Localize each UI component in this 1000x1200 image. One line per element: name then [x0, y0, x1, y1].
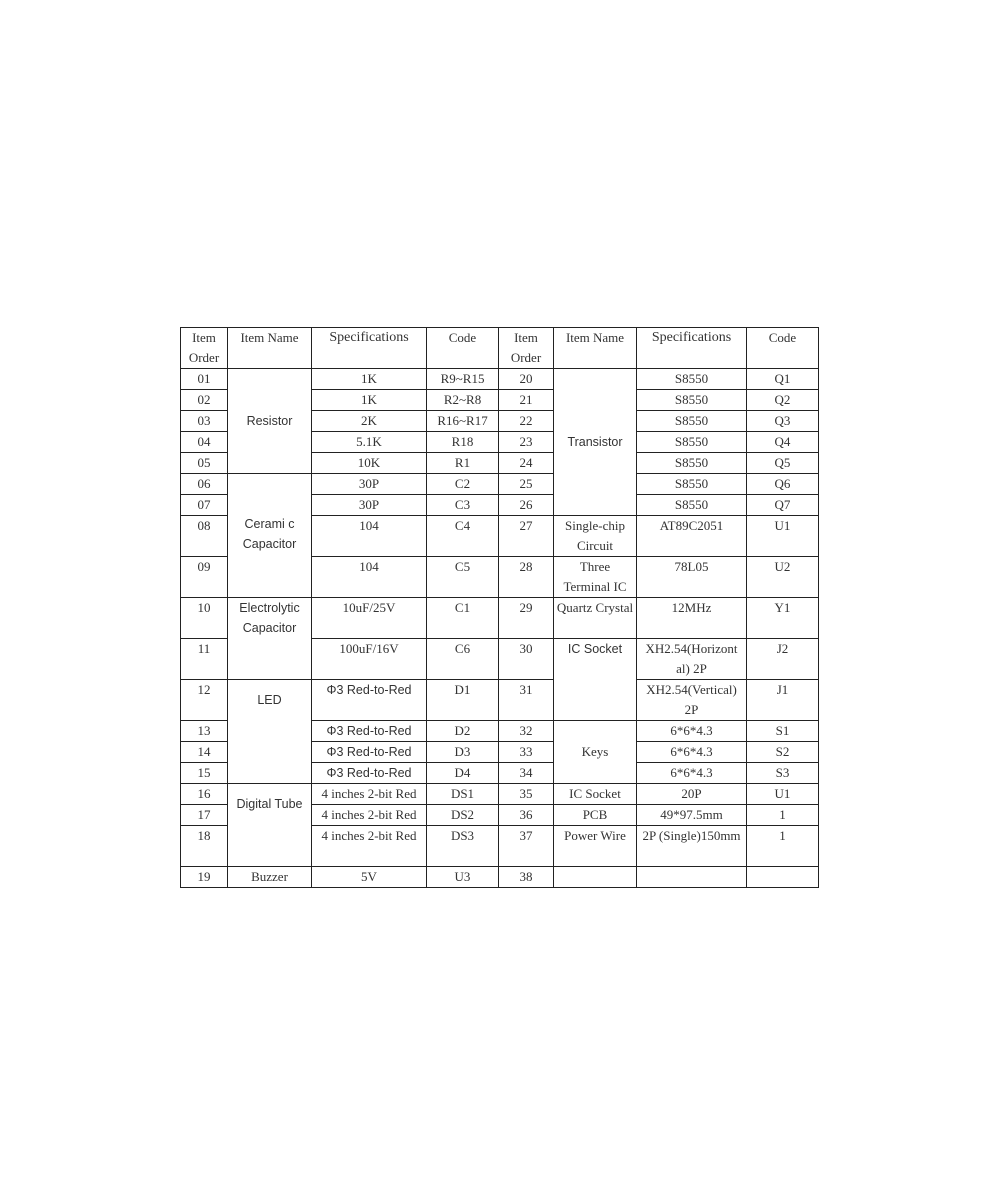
item-order-cell: 18 [181, 826, 228, 867]
item-order-cell: 26 [499, 495, 554, 516]
item-order-cell: 06 [181, 474, 228, 495]
item-order-cell: 03 [181, 411, 228, 432]
code-cell: Q7 [747, 495, 819, 516]
header-item-order-2: Item Order [499, 328, 554, 369]
code-cell: 1 [747, 826, 819, 867]
code-cell: Q6 [747, 474, 819, 495]
code-cell: D4 [427, 763, 499, 784]
spec-cell: 30P [312, 495, 427, 516]
item-order-cell: 08 [181, 516, 228, 557]
table-row [181, 598, 819, 639]
code-cell: C2 [427, 474, 499, 495]
bom-table [180, 327, 819, 888]
item-order-cell: 22 [499, 411, 554, 432]
table-row [181, 784, 819, 805]
spec-cell: Φ3 Red-to-Red [312, 742, 427, 763]
header-code-2: Code [747, 328, 819, 369]
code-cell: R1 [427, 453, 499, 474]
code-cell: S1 [747, 721, 819, 742]
item-order-cell: 31 [499, 680, 554, 721]
spec-cell: 5.1K [312, 432, 427, 453]
spec-cell: 2P (Single)150mm [637, 826, 747, 867]
table-row [181, 369, 819, 390]
code-cell: R9~R15 [427, 369, 499, 390]
spec-cell: XH2.54(Vertical) 2P [637, 680, 747, 721]
digital-tube-label: Digital Tube [236, 797, 303, 811]
header-code: Code [427, 328, 499, 369]
item-order-cell: 17 [181, 805, 228, 826]
code-cell: DS1 [427, 784, 499, 805]
item-order-cell: 32 [499, 721, 554, 742]
code-cell [747, 867, 819, 888]
item-order-cell: 38 [499, 867, 554, 888]
spec-cell: S8550 [637, 432, 747, 453]
item-order-cell: 35 [499, 784, 554, 805]
header-item-name: Item Name [228, 328, 312, 369]
spec-cell: XH2.54(Horizont al) 2P [637, 639, 747, 680]
code-cell: J1 [747, 680, 819, 721]
spec-cell: 2K [312, 411, 427, 432]
spec-cell: 4 inches 2-bit Red [312, 826, 427, 867]
code-cell: S3 [747, 763, 819, 784]
code-cell: C3 [427, 495, 499, 516]
header-item-order: Item Order [181, 328, 228, 369]
spec-cell: S8550 [637, 369, 747, 390]
spec-cell: 30P [312, 474, 427, 495]
item-order-cell: 19 [181, 867, 228, 888]
spec-cell: 4 inches 2-bit Red [312, 805, 427, 826]
code-cell: U1 [747, 784, 819, 805]
item-order-cell: 09 [181, 557, 228, 598]
spec-cell: 1K [312, 390, 427, 411]
code-cell: R16~R17 [427, 411, 499, 432]
item-name-empty [554, 867, 637, 888]
code-cell: DS3 [427, 826, 499, 867]
item-name-power-wire: Power Wire [554, 826, 637, 867]
item-name-quartz: Quartz Crystal [554, 598, 637, 639]
item-order-cell: 02 [181, 390, 228, 411]
code-cell: C1 [427, 598, 499, 639]
spec-cell: 10uF/25V [312, 598, 427, 639]
spec-cell: S8550 [637, 495, 747, 516]
spec-cell: 6*6*4.3 [637, 742, 747, 763]
spec-cell: S8550 [637, 411, 747, 432]
code-cell: C5 [427, 557, 499, 598]
item-order-cell: 34 [499, 763, 554, 784]
spec-cell: 49*97.5mm [637, 805, 747, 826]
code-cell: DS2 [427, 805, 499, 826]
spec-cell: 104 [312, 557, 427, 598]
code-cell: 1 [747, 805, 819, 826]
spec-cell: Φ3 Red-to-Red [312, 763, 427, 784]
item-order-cell: 28 [499, 557, 554, 598]
item-name-ceramic-capacitor [228, 474, 312, 598]
code-cell: U3 [427, 867, 499, 888]
item-order-cell: 14 [181, 742, 228, 763]
code-cell: U2 [747, 557, 819, 598]
item-name-buzzer: Buzzer [228, 867, 312, 888]
item-name-single-chip: Single-chip Circuit [554, 516, 637, 557]
item-order-cell: 10 [181, 598, 228, 639]
code-cell: S2 [747, 742, 819, 763]
item-order-cell: 16 [181, 784, 228, 805]
code-cell: D2 [427, 721, 499, 742]
item-order-cell: 04 [181, 432, 228, 453]
table-row [181, 474, 819, 495]
item-order-cell: 07 [181, 495, 228, 516]
code-cell: Q3 [747, 411, 819, 432]
spec-cell: S8550 [637, 390, 747, 411]
header-item-name-2: Item Name [554, 328, 637, 369]
item-order-cell: 12 [181, 680, 228, 721]
spec-cell: 1K [312, 369, 427, 390]
code-cell: R18 [427, 432, 499, 453]
code-cell: Q5 [747, 453, 819, 474]
item-order-cell: 21 [499, 390, 554, 411]
spec-cell: 104 [312, 516, 427, 557]
item-order-cell: 13 [181, 721, 228, 742]
item-order-cell: 25 [499, 474, 554, 495]
spec-cell: 4 inches 2-bit Red [312, 784, 427, 805]
spec-cell: S8550 [637, 474, 747, 495]
spec-cell: 5V [312, 867, 427, 888]
item-name-transistor: Transistor [554, 369, 637, 516]
item-order-cell: 05 [181, 453, 228, 474]
item-order-cell: 33 [499, 742, 554, 763]
spec-cell: AT89C2051 [637, 516, 747, 557]
spec-cell: Φ3 Red-to-Red [312, 721, 427, 742]
spec-cell: 6*6*4.3 [637, 763, 747, 784]
spec-cell: 6*6*4.3 [637, 721, 747, 742]
item-order-cell: 30 [499, 639, 554, 680]
item-name-resistor: Resistor [228, 369, 312, 474]
led-label: LED [257, 693, 282, 707]
spec-cell: 20P [637, 784, 747, 805]
ceramic-capacitor-label: Cerami c Capacitor [242, 517, 297, 551]
table-row [181, 867, 819, 888]
code-cell: R2~R8 [427, 390, 499, 411]
item-order-cell: 23 [499, 432, 554, 453]
item-name-ic-socket: IC Socket [554, 639, 637, 721]
item-order-cell: 24 [499, 453, 554, 474]
code-cell: J2 [747, 639, 819, 680]
header-specifications: Specifications [312, 328, 427, 369]
spec-cell: Φ3 Red-to-Red [312, 680, 427, 721]
spec-cell: 78L05 [637, 557, 747, 598]
item-name-electrolytic-capacitor: Electrolytic Capacitor [228, 598, 312, 680]
item-name-pcb: PCB [554, 805, 637, 826]
item-name-three-terminal: Three Terminal IC [554, 557, 637, 598]
item-order-cell: 37 [499, 826, 554, 867]
item-name-digital-tube [228, 784, 312, 867]
item-order-cell: 29 [499, 598, 554, 639]
item-order-cell: 15 [181, 763, 228, 784]
spec-cell: 100uF/16V [312, 639, 427, 680]
code-cell: U1 [747, 516, 819, 557]
code-cell: Y1 [747, 598, 819, 639]
item-order-cell: 36 [499, 805, 554, 826]
code-cell: Q2 [747, 390, 819, 411]
code-cell: C6 [427, 639, 499, 680]
header-specifications-2: Specifications [637, 328, 747, 369]
item-name-ic-socket-2: IC Socket [554, 784, 637, 805]
code-cell: C4 [427, 516, 499, 557]
code-cell: D1 [427, 680, 499, 721]
item-order-cell: 11 [181, 639, 228, 680]
code-cell: Q4 [747, 432, 819, 453]
item-order-cell: 20 [499, 369, 554, 390]
item-order-cell: 01 [181, 369, 228, 390]
item-name-led [228, 680, 312, 784]
spec-cell: 10K [312, 453, 427, 474]
spec-cell [637, 867, 747, 888]
header-row [181, 328, 819, 369]
item-name-keys: Keys [554, 721, 637, 784]
table-row [181, 680, 819, 721]
item-order-cell: 27 [499, 516, 554, 557]
code-cell: D3 [427, 742, 499, 763]
code-cell: Q1 [747, 369, 819, 390]
spec-cell: 12MHz [637, 598, 747, 639]
spec-cell: S8550 [637, 453, 747, 474]
